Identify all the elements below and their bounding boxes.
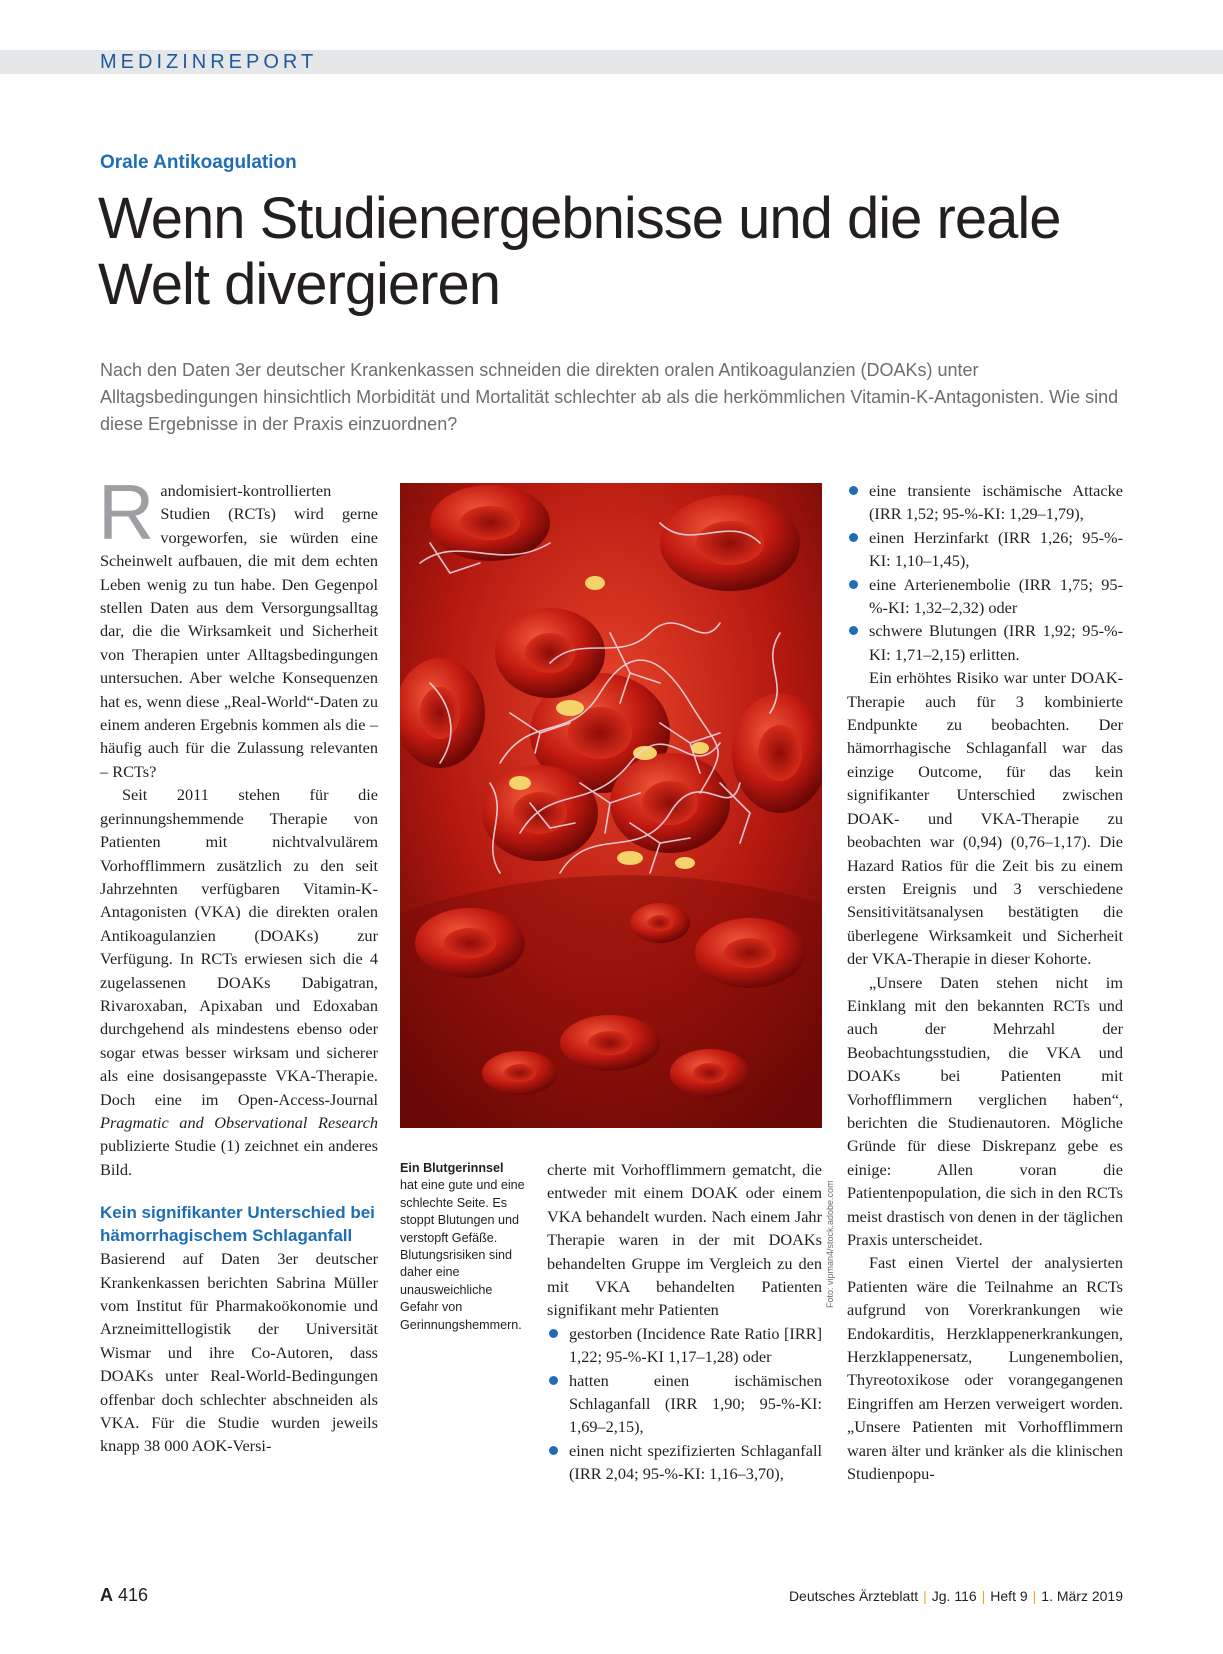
paragraph-text: publizierte Studie (1) zeichnet ein anderes Bild. — [100, 1136, 378, 1179]
photo-credit-text: Foto: vipman4/stock.adobe.com — [825, 1180, 835, 1308]
list-item: schwere Blutungen (IRR 1,92; 95-%-KI: 1,71–2,15) erlitten. — [847, 619, 1123, 666]
volume: Jg. 116 — [931, 1588, 977, 1604]
page-number — [100, 1585, 148, 1606]
paragraph-since-2011 — [100, 783, 378, 1181]
photo-credit — [825, 1128, 839, 1308]
caption-title: Ein Blutgerinnsel — [400, 1161, 504, 1175]
paragraph-endpoints: Ein erhöhtes Risiko war unter DOAK-Therapie auch für 3 kombinierte Endpunkte zu beobachten. Der hämorrhagische Schlaganfall war das einzige Outcome, für das kein signifikanter Unterschied zwischen DOAK- und VKA-Therapie zu beobachten war (0,94) (0,76–1,17). Die Hazard Ratios für die Zeit bis zu einem ersten Ereignis und 3 verschiedene Sensitivitätsanalysen bestätigten die überlegene Wirksamkeit und Sicherheit der VKA-Therapie in dieser Kohorte. — [847, 668, 1123, 969]
page-prefix: A — [100, 1585, 113, 1605]
results-list-continued — [847, 479, 1123, 666]
issue: Heft 9 — [990, 1588, 1028, 1604]
list-item: gestorben (Incidence Rate Ratio [IRR] 1,22; 95-%-KI 1,17–1,28) oder — [547, 1322, 822, 1369]
list-item: eine transiente ischämische Attacke (IRR 1,52; 95-%-KI: 1,29–1,79), — [847, 479, 1123, 526]
figure-caption — [400, 1160, 525, 1334]
section-label: MEDIZINREPORT — [100, 51, 318, 73]
paragraph-text: Seit 2011 stehen für die gerinnungshemmende Therapie von Patienten mit nichtvalvulärem Vorhofflimmern zusätzlich zu den seit Jahrzehnten verfügbaren Vitamin-K-Antagonisten (VKA) die direkten oralen Antikoagulanzien (DOAKs) zur Verfügung. In RCTs erwiesen sich die 4 zugelassenen DOAKs Dabigatran, Rivaroxaban, Apixaban und Edoxaban durchgehend als mindestens ebenso oder sogar etwas besser wirksam und sicherer als eine dosisangepasste VKA-Therapie. Doch eine im Open-Access-Journal — [100, 785, 378, 1109]
caption-text: hat eine gute und eine schlechte Seite. Es stoppt Blutungen und verstopft Gefäße. Blutungsrisiken sind daher eine unausweichliche Gefahr von Gerinnungshemmern. — [400, 1178, 525, 1332]
article-kicker: Orale Antikoagulation — [100, 152, 297, 173]
publication-info — [789, 1588, 1123, 1604]
list-item: einen Herzinfarkt (IRR 1,26; 95-%-KI: 1,10–1,45), — [847, 526, 1123, 573]
paragraph-quote: „Unsere Daten stehen nicht im Einklang mit den bekannten RCTs und auch der Mehrzahl der Beobachtungsstudien, die VKA und DOAKs bei Patienten mit Vorhofflimmern verglichen haben“, berichten die Studienautoren. Mögliche Gründe für diese Diskrepanz gebe es einige: Allen voran die Patientenpopulation, die sich in den RCTs meist drastisch von denen in der täglichen Praxis unterscheidet. — [847, 972, 1123, 1249]
text-column-1 — [98, 468, 378, 1458]
list-item: eine Arterienembolie (IRR 1,75; 95-%-KI: 1,32–2,32) oder — [847, 573, 1123, 620]
drop-cap: R — [98, 468, 155, 556]
subheading: Kein signifikanter Unterschied bei hämorrhagischem Schlaganfall — [100, 1203, 375, 1246]
separator: | — [981, 1588, 986, 1604]
separator: | — [923, 1588, 927, 1604]
list-item: hatten einen ischämischen Schlaganfall (IRR 1,90; 95-%-KI: 1,69–2,15), — [547, 1369, 822, 1439]
text-column-3 — [547, 1158, 822, 1486]
text-column-4 — [847, 479, 1123, 1485]
blood-clot-illustration — [400, 483, 822, 1128]
page-number-value: 416 — [118, 1585, 149, 1605]
journal-name: Pragmatic and Observational Research — [100, 1112, 378, 1132]
article-headline: Wenn Studienergebnisse und die reale Welt divergieren — [98, 186, 1061, 317]
paragraph-population: Fast einen Viertel der analysierten Patienten wäre die Teilnahme an RCTs aufgrund von Vorerkrankungen wie Endokarditis, Herzklappenerkrankungen, Herzklappenersatz, Lungenembolien, Thyreotoxikose oder vorangegangenen Eingriffen am Herzen verweigert worden. „Unsere Patienten mit Vorhofflimmern waren älter und kränker als die klinischen Studienpopu- — [847, 1253, 1123, 1484]
intro-paragraph — [98, 468, 378, 783]
journal-title: Deutsches Ärzteblatt — [788, 1588, 919, 1604]
paragraph-study: Basierend auf Daten 3er deutscher Krankenkassen berichten Sabrina Müller vom Institut für Pharmakoökonomie und Arzneimittellogistik der Universität Wismar und ihre Co-Autoren, dass DOAKs unter Real-World-Bedingungen offenbar doch schlechter abschneiden als VKA. Für die Studie wurden jeweils knapp 38 000 AOK-Versi- — [100, 1249, 378, 1456]
results-list — [547, 1322, 822, 1486]
intro-text: andomisiert-kontrollierten Studien (RCTs) wird gerne vorgeworfen, sie würden eine Scheinwelt aufbauen, die mit dem echten Leben wenig zu tun habe. Den Gegenpol stellen Daten aus dem Versorgungsalltag dar, die die Wirksamkeit und Sicherheit von Therapien unter Alltagsbedingungen untersuchen. Aber welche Konsequenzen hat es, wenn diese „Real-World“-Daten zu einem anderen Ergebnis kommen als die – häufig auch für die Zulassung relevanten – RCTs? — [100, 481, 378, 781]
list-item: einen nicht spezifizierten Schlaganfall (IRR 2,04; 95-%-KI: 1,16–3,70), — [547, 1439, 822, 1486]
separator: | — [1032, 1588, 1037, 1604]
issue-date: 1. März 2019 — [1041, 1588, 1123, 1604]
article-lead: Nach den Daten 3er deutscher Krankenkassen schneiden die direkten oralen Antikoagulanzien (DOAKs) unter Alltagsbedingungen hinsichtlich Morbidität und Mortalität schlechter ab als die herkömmlichen Vitamin-K-Antagonisten. Wie sind diese Ergebnisse in der Praxis einzuordnen? — [100, 360, 1119, 434]
paragraph-results: cherte mit Vorhofflimmern gematcht, die entweder mit einem DOAK oder einem VKA behandelt wurden. Nach einem Jahr Therapie waren in der mit DOAKs behandelten Gruppe im Vergleich zu den mit VKA behandelten Patienten signifikant mehr Patienten — [547, 1160, 822, 1320]
